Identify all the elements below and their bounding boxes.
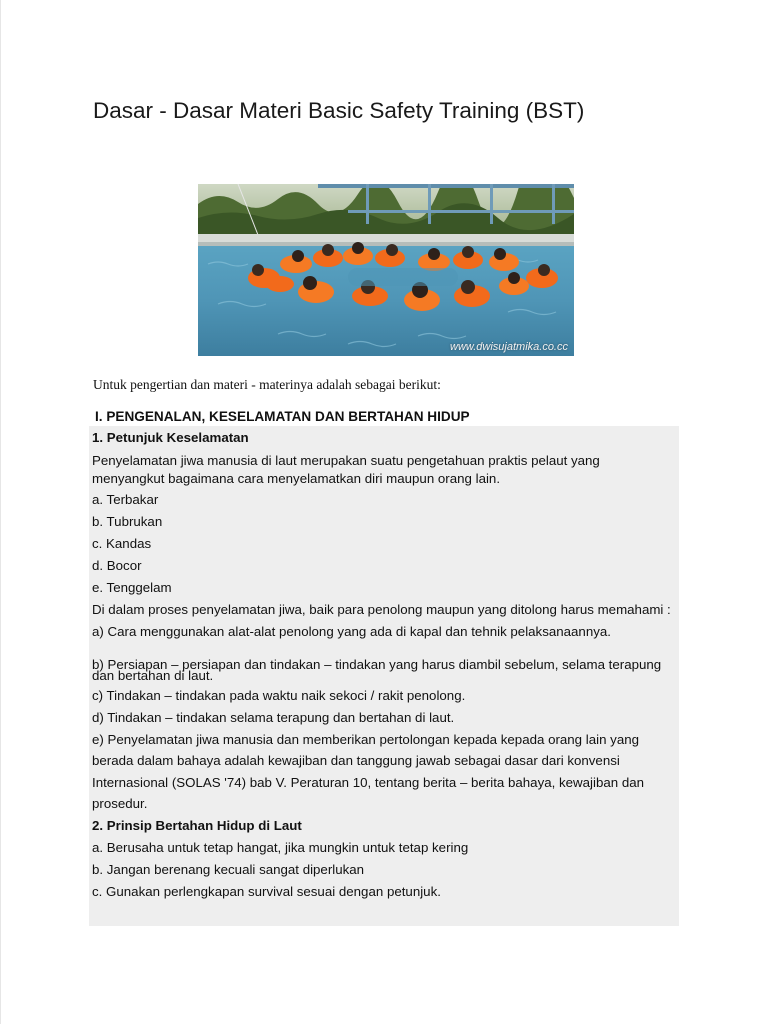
list-item: c) Tindakan – tindakan pada waktu naik sekoci / rakit penolong.	[92, 687, 466, 703]
list-item: d. Bocor	[92, 558, 142, 573]
intro-text: Untuk pengertian dan materi - materinya adalah sebagai berikut:	[93, 377, 441, 392]
list-item: b) Persiapan – persiapan dan tindakan – tindakan yang harus diambil sebelum, selama terapung dan bertahan di laut.	[92, 656, 662, 683]
list-item: c. Gunakan perlengkapan survival sesuai dengan petunjuk.	[92, 883, 441, 899]
list-item: b. Tubrukan	[92, 514, 163, 529]
list-item: b. Jangan berenang kecuali sangat diperlukan	[92, 861, 365, 877]
subheading-petunjuk-keselamatan: 1. Petunjuk Keselamatan	[92, 430, 249, 445]
paragraph: Di dalam proses penyelamatan jiwa, baik para penolong maupun yang ditolong harus memahami :	[92, 602, 671, 617]
paragraph: Penyelamatan jiwa manusia di laut merupakan suatu pengetahuan praktis pelaut yang menyangkut bagaimana cara menyelamatkan diri maupun orang lain.	[92, 453, 600, 486]
training-photo-illustration	[198, 184, 574, 356]
list-item: a) Cara menggunakan alat-alat penolong yang ada di kapal dan tehnik pelaksanaannya.	[92, 623, 611, 639]
training-photo	[198, 184, 574, 356]
list-item: a. Berusaha untuk tetap hangat, jika mungkin untuk tetap kering	[92, 839, 469, 855]
list-item: d) Tindakan – tindakan selama terapung dan bertahan di laut.	[92, 709, 455, 725]
document-body	[92, 427, 672, 903]
document-title: Dasar - Dasar Materi Basic Safety Training (BST)	[93, 98, 585, 123]
list-item: e. Tenggelam	[92, 580, 172, 595]
list-item: c. Kandas	[92, 536, 152, 551]
list-item: a. Terbakar	[92, 492, 159, 507]
paragraph: e) Penyelamatan jiwa manusia dan memberikan pertolongan kepada kepada orang lain yang berada dalam bahaya adalah kewajiban dan tanggung jawab sebagai dasar dari konvensi Internasional (SOLAS '74) bab V. Peraturan 10, tentang berita – berita bahaya, kewajiban dan prosedur.	[92, 731, 645, 811]
image-watermark: www.dwisujatmika.co.cc	[450, 341, 568, 353]
section-heading: I. PENGENALAN, KESELAMATAN DAN BERTAHAN HIDUP	[95, 409, 470, 424]
subheading-prinsip-bertahan-hidup: 2. Prinsip Bertahan Hidup di Laut	[92, 817, 302, 833]
